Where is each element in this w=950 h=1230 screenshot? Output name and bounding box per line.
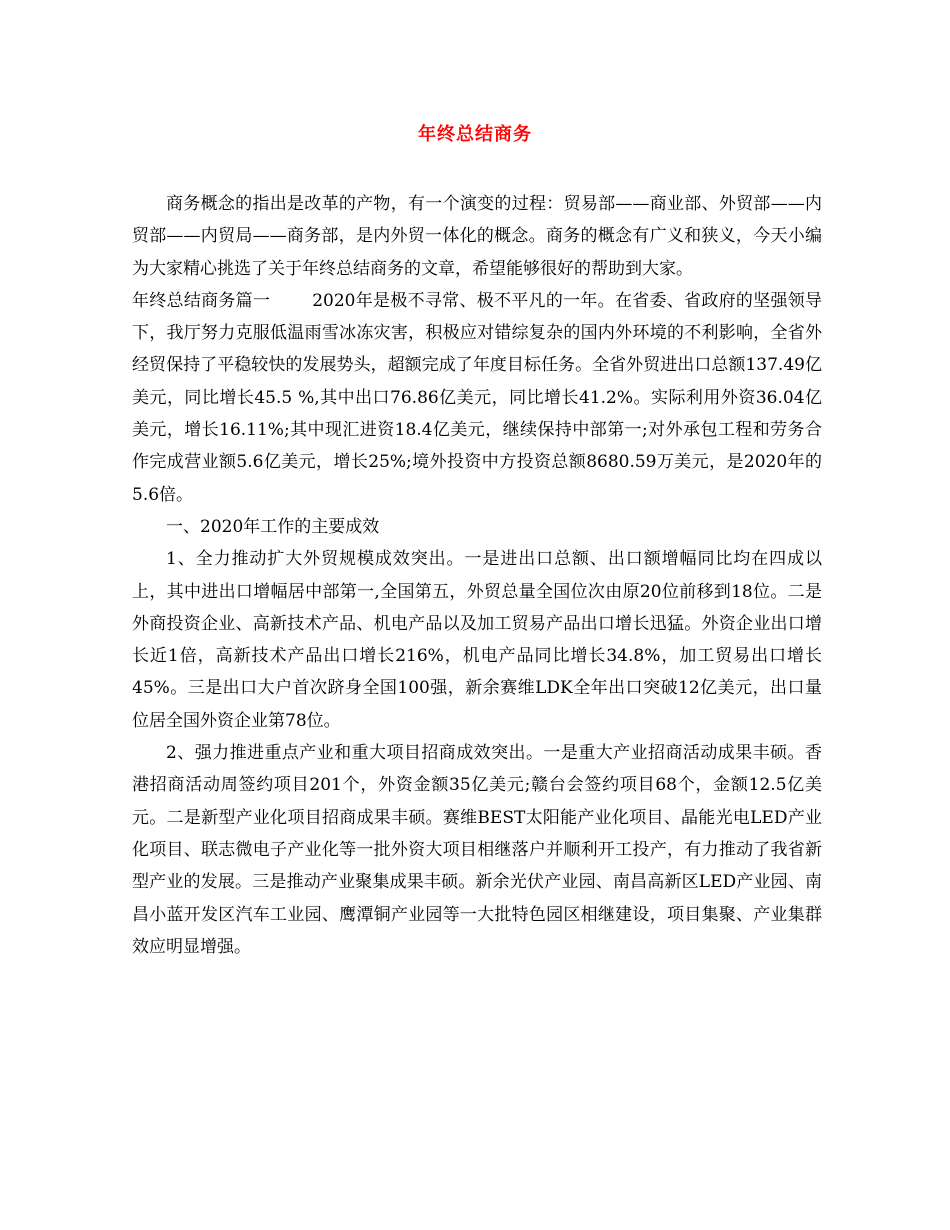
heading-paragraph: 一、2020年工作的主要成效 [166, 516, 380, 537]
section-body: 2020年是极不寻常、极不平凡的一年。在省委、省政府的坚强领导下，我厅努力克服低温雨雪冰冻灾害，积极应对错综复杂的国内外环境的不利影响，全省外经贸保持了平稳较快的发展势头，超额完成了年度目标任务。全省外贸进出口总额137.49亿美元，同比增长45.5 %,其中出口76.86亿美元，同比增长41.2%。实际利用外资36.04亿美元，增长16.11%;其中现汇进资18.4亿美元，继续保持中部第一;对外承包工程和劳务合作完成营业额5.6亿美元，增长25%;境外投资中方投资总额8680.59万美元，是2020年的5.6倍。 [132, 290, 823, 505]
document-title: 年终总结商务 [418, 124, 532, 145]
item-2-paragraph: 2、强力推进重点产业和重大项目招商成效突出。一是重大产业招商活动成果丰硕。香港招商活动周签约项目201个，外资金额35亿美元;赣台会签约项目68个，金额12.5亿美元。二是新型产业化项目招商成果丰硕。赛维BEST太阳能产业化项目、晶能光电LED产业化项目、联志微电子产业化等一批外资大项目相继落户并顺利开工投产，有力推动了我省新型产业的发展。三是推动产业聚集成果丰硕。新余光伏产业园、南昌高新区LED产业园、南昌小蓝开发区汽车工业园、鹰潭铜产业园等一大批特色园区相继建设，项目集聚、产业集群效应明显增强。 [132, 743, 822, 957]
item-1-paragraph: 1、全力推动扩大外贸规模成效突出。一是进出口总额、出口额增幅同比均在四成以上，其中进出口增幅居中部第一,全国第五，外贸总量全国位次由原20位前移到18位。二是外商投资企业、高新技术产品、机电产品以及加工贸易产品出口增长迅猛。外资企业出口增长近1倍，高新技术产品出口增长216%，机电产品同比增长34.8%，加工贸易出口增长45%。三是出口大户首次跻身全国100强，新余赛维LDK全年出口突破12亿美元，出口量位居全国外资企业第78位。 [132, 549, 822, 731]
document-body [132, 188, 822, 963]
intro-paragraph: 商务概念的指出是改革的产物，有一个演变的过程：贸易部——商业部、外贸部——内贸部——内贸局——商务部，是内外贸一体化的概念。商务的概念有广义和狭义，今天小编为大家精心挑选了关于年终总结商务的文章，希望能够很好的帮助到大家。 [132, 194, 822, 279]
section-label: 年终总结商务篇一 [132, 290, 271, 311]
section-paragraph [132, 285, 822, 511]
